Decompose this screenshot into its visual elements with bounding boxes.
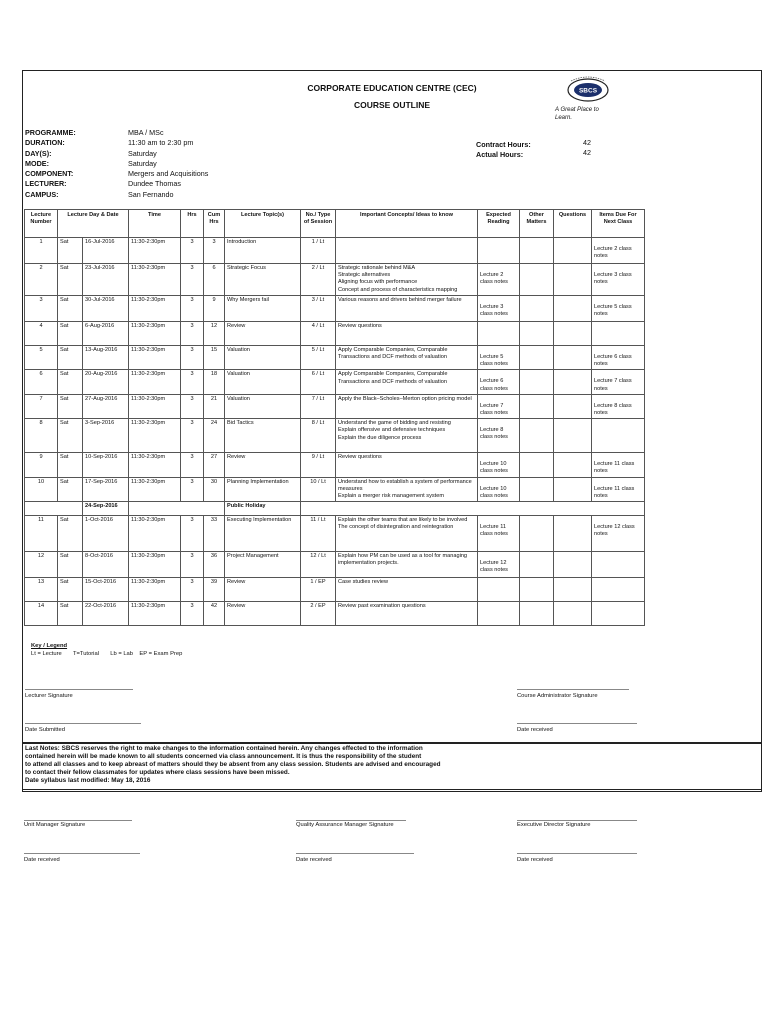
reading-cell: Lecture 10 class notes — [478, 453, 520, 477]
items-due-cell: Lecture 2 class notes — [592, 238, 645, 264]
date-received-line-2 — [296, 853, 414, 854]
day-cell: Sat — [58, 552, 83, 578]
reading-cell — [478, 602, 520, 626]
date-cell: 1-Oct-2016 — [83, 516, 129, 552]
lecture-number-cell: 4 — [25, 322, 58, 346]
hrs-cell: 3 — [181, 578, 204, 602]
holiday-label: Public Holiday — [225, 502, 301, 516]
lecture-number-cell: 7 — [25, 394, 58, 418]
questions-cell — [554, 516, 592, 552]
label-days: DAY(S): — [25, 148, 52, 158]
hrs-cell: 3 — [181, 516, 204, 552]
sbcs-logo — [563, 73, 613, 107]
concepts-cell: Explain how PM can be used as a tool for managing implementation projects. — [336, 552, 478, 578]
concepts-cell: Understand the game of bidding and resisting Explain offensive and defensive techniques Explain the due diligence process — [336, 419, 478, 453]
day-cell: Sat — [58, 578, 83, 602]
table-row — [25, 264, 645, 296]
admin-signature-label: Course Administrator Signature — [517, 693, 598, 699]
date-received-label-1: Date received — [24, 857, 60, 863]
questions-cell — [554, 578, 592, 602]
items-due-cell: Lecture 6 class notes — [592, 346, 645, 370]
date-cell: 13-Aug-2016 — [83, 346, 129, 370]
header-concepts: Important Concepts/ Ideas to know — [336, 210, 478, 238]
other-matters-cell — [520, 394, 554, 418]
other-matters-cell — [520, 238, 554, 264]
hours-values — [583, 138, 591, 159]
date-cell: 22-Oct-2016 — [83, 602, 129, 626]
items-due-cell: Lecture 7 class notes — [592, 370, 645, 394]
session-cell: 7 / Lt — [301, 394, 336, 418]
items-due-cell: Lecture 12 class notes — [592, 516, 645, 552]
reading-cell: Lecture 2 class notes — [478, 264, 520, 296]
items-due-cell: Lecture 11 class notes — [592, 453, 645, 477]
header-lecture-number: Lecture Number — [25, 210, 58, 238]
concepts-cell: Understand how to establish a system of performance measures Explain a merger risk management system — [336, 477, 478, 502]
questions-cell — [554, 322, 592, 346]
table-row — [25, 394, 645, 418]
cum-hrs-cell: 15 — [204, 346, 225, 370]
questions-cell — [554, 453, 592, 477]
course-outline-sheet — [22, 70, 762, 792]
items-due-cell — [592, 419, 645, 453]
items-due-cell: Lecture 8 class notes — [592, 394, 645, 418]
questions-cell — [554, 264, 592, 296]
header-hrs: Hrs — [181, 210, 204, 238]
exec-director-signature-line — [517, 820, 637, 821]
questions-cell — [554, 552, 592, 578]
time-cell: 11:30-2:30pm — [129, 296, 181, 322]
date-received-line-1 — [24, 853, 140, 854]
cum-hrs-cell: 9 — [204, 296, 225, 322]
date-cell: 23-Jul-2016 — [83, 264, 129, 296]
lecture-number-cell: 10 — [25, 477, 58, 502]
session-cell: 1 / Lt — [301, 238, 336, 264]
concepts-cell: Apply Comparable Companies, Comparable Transactions and DCF methods of valuation — [336, 346, 478, 370]
hrs-cell: 3 — [181, 264, 204, 296]
questions-cell — [554, 296, 592, 322]
header-due: Items Due For Next Class — [592, 210, 645, 238]
table-row — [25, 552, 645, 578]
topic-cell: Valuation — [225, 370, 301, 394]
session-cell: 4 / Lt — [301, 322, 336, 346]
reading-cell: Lecture 11 class notes — [478, 516, 520, 552]
concepts-cell: Review questions — [336, 322, 478, 346]
items-due-cell: Lecture 11 class notes — [592, 477, 645, 502]
table-row — [25, 296, 645, 322]
notes-line: to contact their fellow classmates for updates where class sessions have been missed. — [25, 769, 290, 776]
other-matters-cell — [520, 552, 554, 578]
session-cell: 5 / Lt — [301, 346, 336, 370]
reading-cell — [478, 238, 520, 264]
lecture-number-cell: 11 — [25, 516, 58, 552]
table-row — [25, 322, 645, 346]
other-matters-cell — [520, 264, 554, 296]
date-cell: 10-Sep-2016 — [83, 453, 129, 477]
cum-hrs-cell: 36 — [204, 552, 225, 578]
table-row — [25, 516, 645, 552]
other-matters-cell — [520, 419, 554, 453]
session-cell: 8 / Lt — [301, 419, 336, 453]
header-time: Time — [129, 210, 181, 238]
topic-cell: Review — [225, 322, 301, 346]
header-reading: Expected Reading — [478, 210, 520, 238]
date-cell: 20-Aug-2016 — [83, 370, 129, 394]
label-mode: MODE: — [25, 158, 49, 168]
cum-hrs-cell: 24 — [204, 419, 225, 453]
day-cell: Sat — [58, 453, 83, 477]
holiday-date: 24-Sep-2016 — [83, 502, 129, 516]
date-cell: 27-Aug-2016 — [83, 394, 129, 418]
label-contract-hours: Contract Hours: — [476, 140, 531, 149]
cum-hrs-cell: 18 — [204, 370, 225, 394]
topic-cell: Strategic Focus — [225, 264, 301, 296]
info-labels — [25, 128, 76, 200]
holiday-empty-cell — [301, 502, 645, 516]
hrs-cell: 3 — [181, 419, 204, 453]
questions-cell — [554, 477, 592, 502]
unit-manager-signature-label: Unit Manager Signature — [24, 822, 86, 828]
date-cell: 8-Oct-2016 — [83, 552, 129, 578]
label-campus: CAMPUS: — [25, 189, 59, 199]
page-title: CORPORATE EDUCATION CENTRE (CEC) — [307, 83, 477, 93]
info-values — [128, 128, 208, 200]
holiday-empty-cell — [129, 502, 225, 516]
value-duration: 11:30 am to 2:30 pm — [128, 138, 194, 148]
lecturer-signature-label: Lecturer Signature — [25, 693, 73, 699]
qa-manager-signature-line — [296, 820, 406, 821]
topic-cell: Valuation — [225, 394, 301, 418]
questions-cell — [554, 394, 592, 418]
value-contract-hours: 42 — [583, 138, 591, 147]
admin-signature-line — [517, 689, 629, 690]
notes-line: Last Notes: SBCS reserves the right to make changes to the information contained herein. Any changes effected to the information — [25, 745, 423, 752]
topic-cell: Executing Implementation — [225, 516, 301, 552]
hrs-cell: 3 — [181, 370, 204, 394]
reading-cell: Lecture 7 class notes — [478, 394, 520, 418]
reading-cell — [478, 322, 520, 346]
questions-cell — [554, 419, 592, 453]
time-cell: 11:30-2:30pm — [129, 453, 181, 477]
other-matters-cell — [520, 516, 554, 552]
other-matters-cell — [520, 370, 554, 394]
reading-cell: Lecture 12 class notes — [478, 552, 520, 578]
concepts-cell: Review past examination questions — [336, 602, 478, 626]
other-matters-cell — [520, 322, 554, 346]
table-body — [25, 238, 645, 626]
lecture-number-cell: 8 — [25, 419, 58, 453]
topic-cell: Why Mergers fail — [225, 296, 301, 322]
concepts-cell — [336, 238, 478, 264]
exec-director-signature-label: Executive Director Signature — [517, 822, 591, 828]
table-row — [25, 238, 645, 264]
reading-cell: Lecture 6 class notes — [478, 370, 520, 394]
hrs-cell: 3 — [181, 453, 204, 477]
table-row — [25, 477, 645, 502]
day-cell: Sat — [58, 602, 83, 626]
items-due-cell — [592, 552, 645, 578]
reading-cell: Lecture 8 class notes — [478, 419, 520, 453]
date-received-line — [517, 723, 637, 724]
value-mode: Saturday — [128, 158, 157, 168]
topic-cell: Valuation — [225, 346, 301, 370]
lecture-number-cell: 1 — [25, 238, 58, 264]
topic-cell: Review — [225, 453, 301, 477]
date-submitted-label: Date Submitted — [25, 727, 65, 733]
date-cell: 16-Jul-2016 — [83, 238, 129, 264]
svg-text:SBCS: SBCS — [578, 87, 598, 95]
cum-hrs-cell: 42 — [204, 602, 225, 626]
hrs-cell: 3 — [181, 346, 204, 370]
date-cell: 3-Sep-2016 — [83, 419, 129, 453]
concepts-cell: Case studies review — [336, 578, 478, 602]
day-cell: Sat — [58, 264, 83, 296]
reading-cell — [478, 578, 520, 602]
notes-line: Date syllabus last modified: May 18, 2016 — [25, 777, 151, 784]
questions-cell — [554, 346, 592, 370]
label-actual-hours: Actual Hours: — [476, 150, 524, 160]
reading-cell: Lecture 10 class notes — [478, 477, 520, 502]
date-cell: 15-Oct-2016 — [83, 578, 129, 602]
value-days: Saturday — [128, 148, 157, 158]
hrs-cell: 3 — [181, 394, 204, 418]
concepts-cell: Strategic rationale behind M&A Strategic alternatives Aligning focus with performance Concept and process of characteristics mapping — [336, 264, 478, 296]
unit-manager-signature-line — [24, 820, 132, 821]
topic-cell: Project Management — [225, 552, 301, 578]
session-cell: 10 / Lt — [301, 477, 336, 502]
header-questions: Questions — [554, 210, 592, 238]
value-lecturer: Dundee Thomas — [128, 179, 182, 189]
last-notes-box — [22, 742, 762, 790]
date-cell: 17-Sep-2016 — [83, 477, 129, 502]
table-row — [25, 346, 645, 370]
day-cell: Sat — [58, 477, 83, 502]
date-received-label-3: Date received — [517, 857, 553, 863]
items-due-cell: Lecture 3 class notes — [592, 264, 645, 296]
date-received-label-2: Date received — [296, 857, 332, 863]
label-duration: DURATION: — [25, 138, 65, 148]
table-row — [25, 578, 645, 602]
items-due-cell: Lecture 5 class notes — [592, 296, 645, 322]
concepts-cell: Various reasons and drivers behind merger failure — [336, 296, 478, 322]
topic-cell: Bid Tactics — [225, 419, 301, 453]
other-matters-cell — [520, 477, 554, 502]
session-cell: 2 / Lt — [301, 264, 336, 296]
cum-hrs-cell: 39 — [204, 578, 225, 602]
session-cell: 1 / EP — [301, 578, 336, 602]
concepts-cell: Explain the other teams that are likely to be involved The concept of disintegration and reintegration — [336, 516, 478, 552]
other-matters-cell — [520, 296, 554, 322]
cum-hrs-cell: 6 — [204, 264, 225, 296]
header-other: Other Matters — [520, 210, 554, 238]
label-lecturer: LECTURER: — [25, 179, 67, 189]
cum-hrs-cell: 33 — [204, 516, 225, 552]
time-cell: 11:30-2:30pm — [129, 578, 181, 602]
holiday-empty-cell — [25, 502, 83, 516]
time-cell: 11:30-2:30pm — [129, 602, 181, 626]
table-header-row — [25, 210, 645, 238]
questions-cell — [554, 602, 592, 626]
day-cell: Sat — [58, 370, 83, 394]
time-cell: 11:30-2:30pm — [129, 264, 181, 296]
lecture-number-cell: 14 — [25, 602, 58, 626]
cum-hrs-cell: 12 — [204, 322, 225, 346]
items-due-cell — [592, 602, 645, 626]
hrs-cell: 3 — [181, 552, 204, 578]
session-cell: 3 / Lt — [301, 296, 336, 322]
label-programme: PROGRAMME: — [25, 128, 76, 137]
cum-hrs-cell: 27 — [204, 453, 225, 477]
lecture-number-cell: 13 — [25, 578, 58, 602]
other-matters-cell — [520, 346, 554, 370]
topic-cell: Review — [225, 578, 301, 602]
time-cell: 11:30-2:30pm — [129, 552, 181, 578]
concepts-cell: Apply the Black–Scholes–Merton option pricing model — [336, 394, 478, 418]
lecture-number-cell: 6 — [25, 370, 58, 394]
reading-cell: Lecture 5 class notes — [478, 346, 520, 370]
header-session: No./ Type of Session — [301, 210, 336, 238]
session-cell: 9 / Lt — [301, 453, 336, 477]
lecture-number-cell: 9 — [25, 453, 58, 477]
day-cell: Sat — [58, 296, 83, 322]
other-matters-cell — [520, 602, 554, 626]
session-cell: 2 / EP — [301, 602, 336, 626]
topic-cell: Planning Implementation — [225, 477, 301, 502]
time-cell: 11:30-2:30pm — [129, 370, 181, 394]
cum-hrs-cell: 30 — [204, 477, 225, 502]
date-received-label: Date received — [517, 727, 553, 733]
time-cell: 11:30-2:30pm — [129, 238, 181, 264]
label-component: COMPONENT: — [25, 169, 74, 179]
qa-manager-signature-label: Quality Assurance Manager Signature — [296, 822, 394, 828]
value-actual-hours: 42 — [583, 148, 591, 158]
date-received-line-3 — [517, 853, 637, 854]
motto: A Great Place to Learn. — [555, 107, 599, 121]
notes-line: contained herein will be made known to all students concerned via class announcement. It is thus the responsibility of the student — [25, 753, 422, 760]
day-cell: Sat — [58, 322, 83, 346]
topic-cell: Review — [225, 602, 301, 626]
legend-title: Key / Legend — [31, 643, 68, 649]
time-cell: 11:30-2:30pm — [129, 322, 181, 346]
day-cell: Sat — [58, 394, 83, 418]
hrs-cell: 3 — [181, 602, 204, 626]
table-row — [25, 602, 645, 626]
date-cell: 30-Jul-2016 — [83, 296, 129, 322]
lecture-number-cell: 2 — [25, 264, 58, 296]
items-due-cell — [592, 578, 645, 602]
time-cell: 11:30-2:30pm — [129, 394, 181, 418]
legend-text: Lt = Lecture T=Tutorial Lb = Lab EP = Exam Prep — [31, 651, 183, 657]
time-cell: 11:30-2:30pm — [129, 419, 181, 453]
lecture-schedule-table — [24, 209, 645, 626]
table-row — [25, 419, 645, 453]
questions-cell — [554, 370, 592, 394]
topic-cell: Introduction — [225, 238, 301, 264]
value-component: Mergers and Acquisitions — [128, 169, 209, 179]
other-matters-cell — [520, 453, 554, 477]
reading-cell: Lecture 3 class notes — [478, 296, 520, 322]
time-cell: 11:30-2:30pm — [129, 346, 181, 370]
questions-cell — [554, 238, 592, 264]
notes-line: to attend all classes and to keep abreast of matters should they be absent from any class session. Students are advised and encouraged — [25, 761, 441, 768]
hrs-cell: 3 — [181, 322, 204, 346]
date-cell: 6-Aug-2016 — [83, 322, 129, 346]
hours-labels — [476, 140, 531, 161]
holiday-row — [25, 502, 645, 516]
concepts-cell: Apply Comparable Companies, Comparable Transactions and DCF methods of valuation — [336, 370, 478, 394]
other-matters-cell — [520, 578, 554, 602]
value-campus: San Fernando — [128, 189, 174, 199]
day-cell: Sat — [58, 238, 83, 264]
date-submitted-line — [25, 723, 141, 724]
hrs-cell: 3 — [181, 238, 204, 264]
lecturer-signature-line — [25, 689, 133, 690]
value-programme: MBA / MSc — [128, 128, 164, 137]
hrs-cell: 3 — [181, 477, 204, 502]
items-due-cell — [592, 322, 645, 346]
cum-hrs-cell: 3 — [204, 238, 225, 264]
session-cell: 6 / Lt — [301, 370, 336, 394]
concepts-cell: Review questions — [336, 453, 478, 477]
header-lecture-day-date: Lecture Day & Date — [58, 210, 129, 238]
time-cell: 11:30-2:30pm — [129, 477, 181, 502]
page-subtitle: COURSE OUTLINE — [353, 100, 431, 110]
hrs-cell: 3 — [181, 296, 204, 322]
day-cell: Sat — [58, 346, 83, 370]
cum-hrs-cell: 21 — [204, 394, 225, 418]
day-cell: Sat — [58, 419, 83, 453]
day-cell: Sat — [58, 516, 83, 552]
session-cell: 12 / Lt — [301, 552, 336, 578]
table-row — [25, 453, 645, 477]
lecture-number-cell: 12 — [25, 552, 58, 578]
table-row — [25, 370, 645, 394]
lecture-number-cell: 5 — [25, 346, 58, 370]
header-topic: Lecture Topic(s) — [225, 210, 301, 238]
lecture-number-cell: 3 — [25, 296, 58, 322]
time-cell: 11:30-2:30pm — [129, 516, 181, 552]
session-cell: 11 / Lt — [301, 516, 336, 552]
header-cum-hrs: Cum Hrs — [204, 210, 225, 238]
